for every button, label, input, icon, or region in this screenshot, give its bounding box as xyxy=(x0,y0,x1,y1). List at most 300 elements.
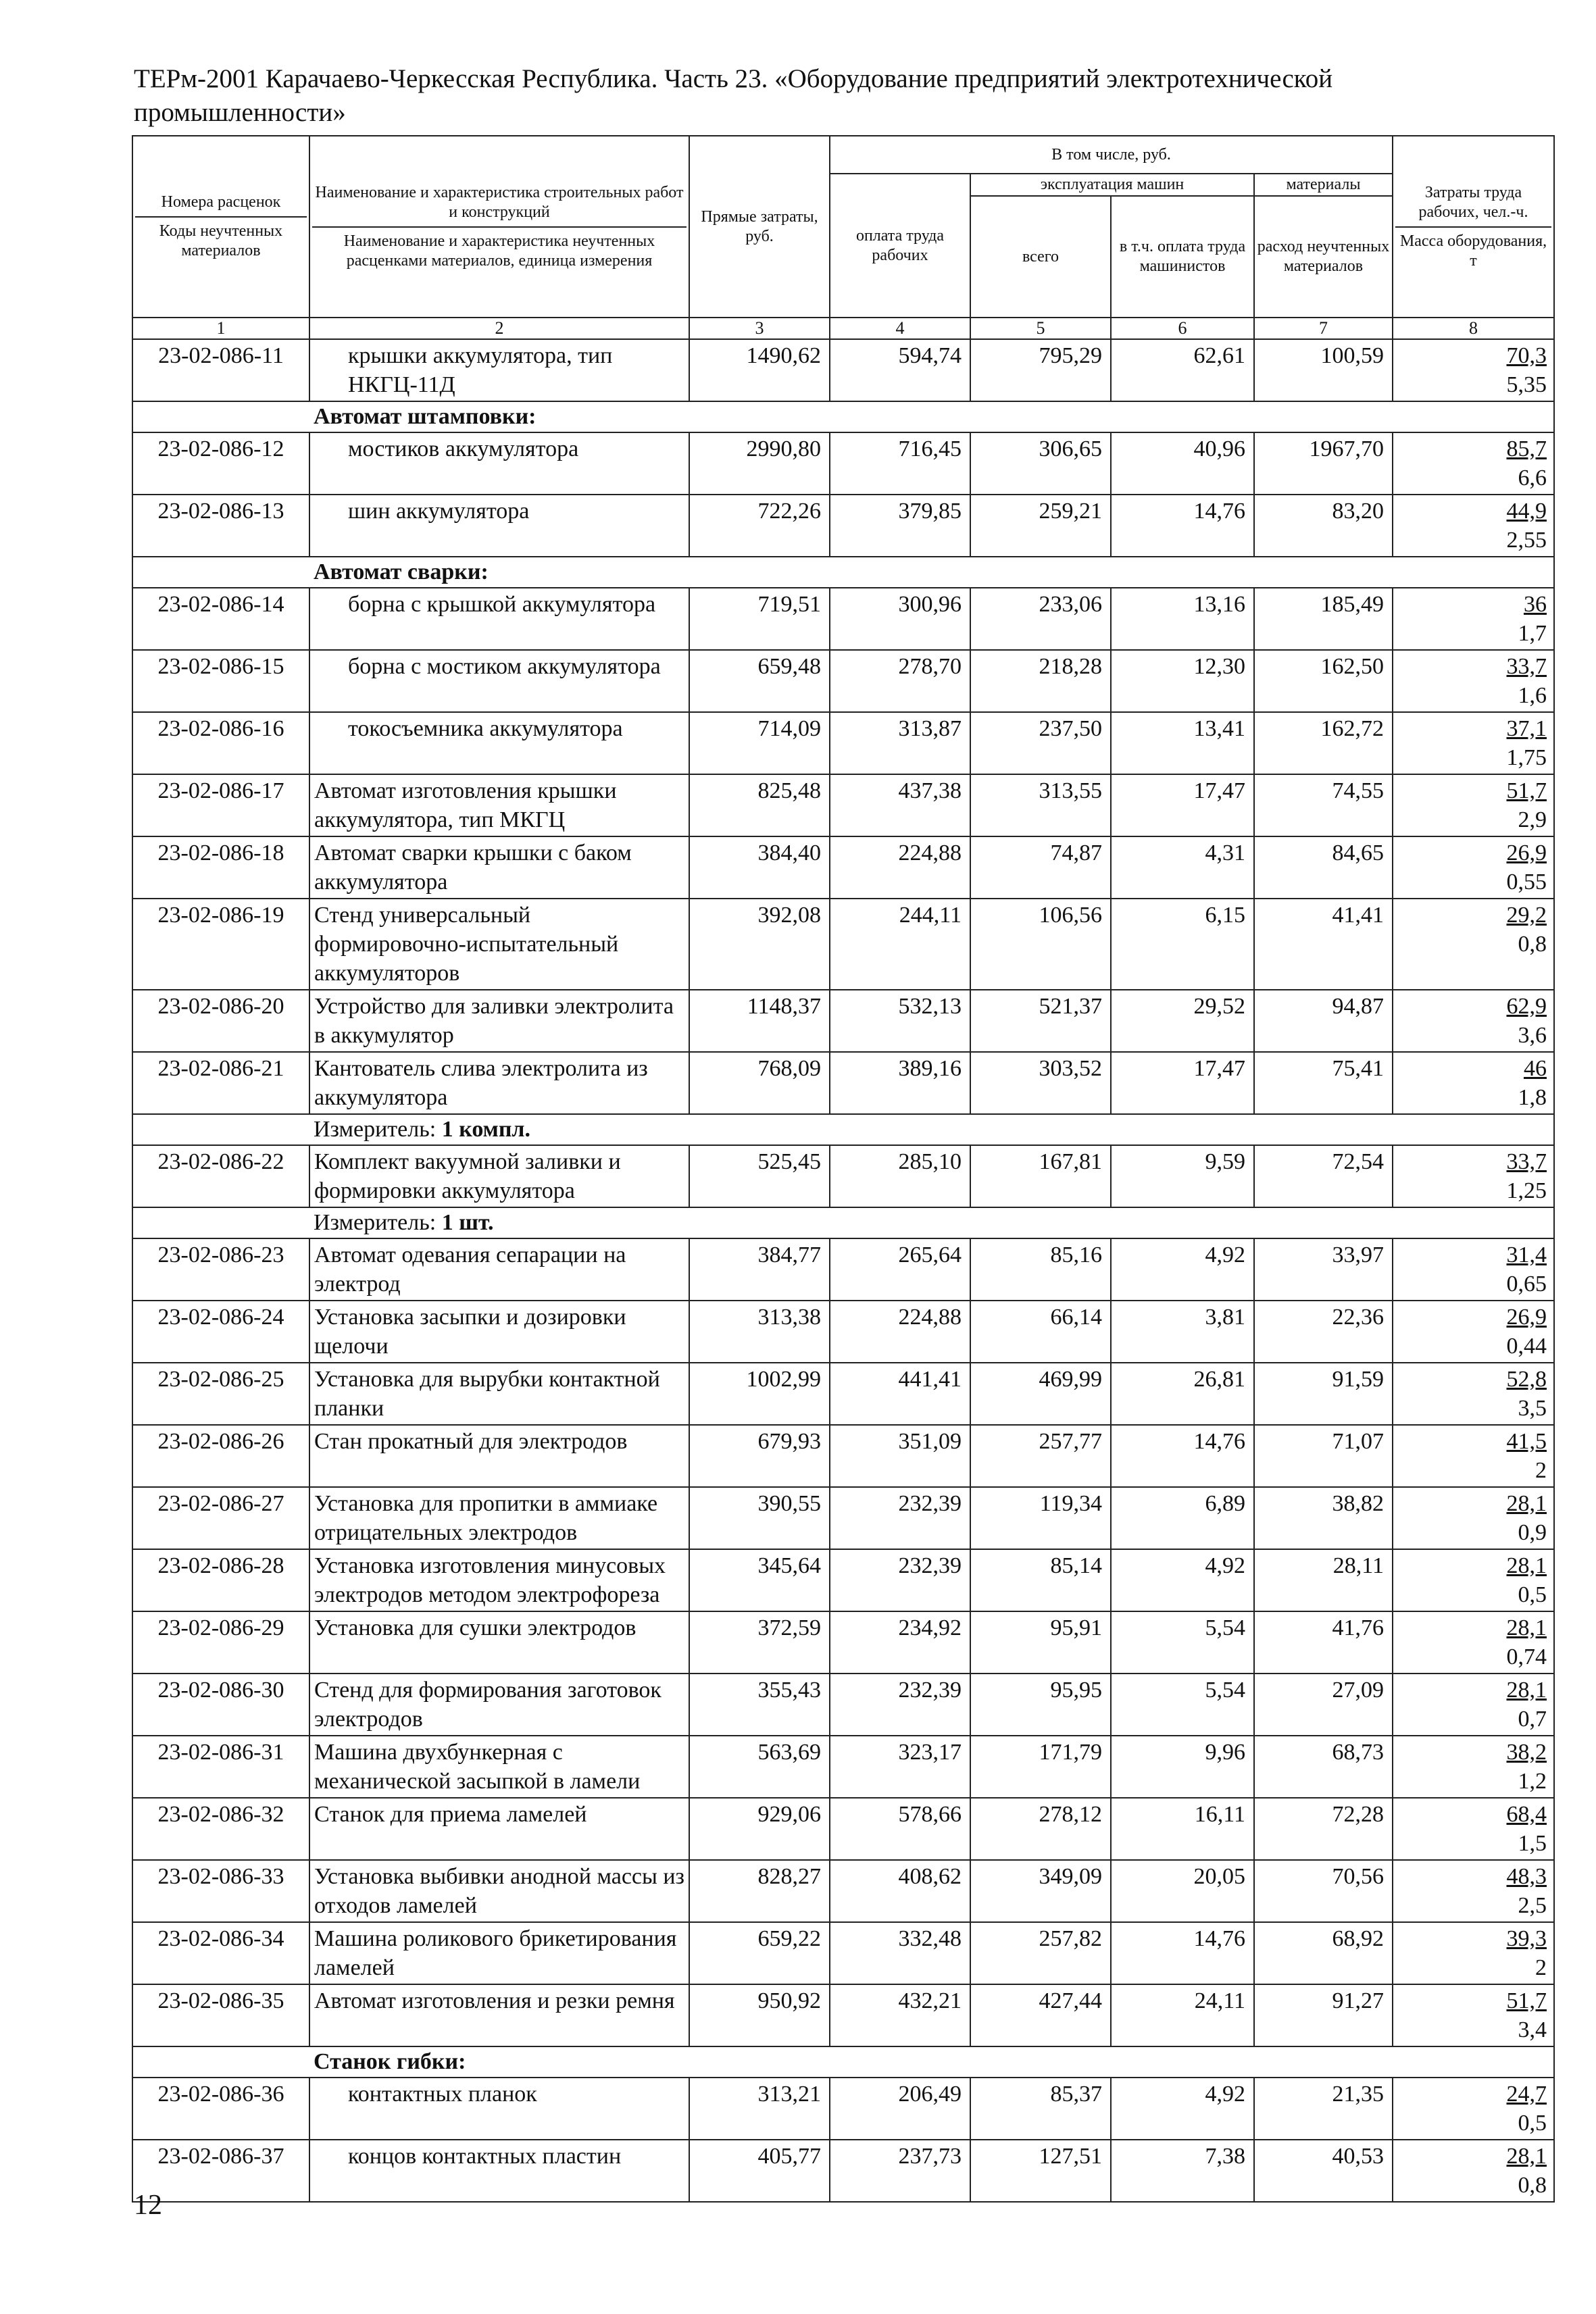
table-row xyxy=(132,1549,1554,1611)
header-col2-bottom: Наименование и характеристика неучтенных расценками материалов, единица измерения xyxy=(343,232,655,270)
worker-wages: 578,66 xyxy=(830,1798,970,1860)
equipment-mass: 3,6 xyxy=(1518,1023,1547,1048)
machine-costs: 106,56 xyxy=(970,899,1111,990)
materials-cost: 27,09 xyxy=(1254,1674,1393,1736)
labor-and-mass xyxy=(1393,1301,1554,1363)
header-exploitation: эксплуатация машин xyxy=(970,174,1254,196)
direct-costs: 345,64 xyxy=(689,1549,830,1611)
measure-value: 1 шт. xyxy=(441,1210,494,1235)
rate-code: 23-02-086-18 xyxy=(132,836,309,899)
labor-hours: 70,3 xyxy=(1506,343,1547,368)
labor-hours: 51,7 xyxy=(1506,1988,1547,2013)
work-name: Автомат изготовления крышки аккумулятора, тип МКГЦ xyxy=(309,774,689,836)
rate-code: 23-02-086-36 xyxy=(132,2078,309,2140)
labor-hours: 26,9 xyxy=(1506,1305,1547,1330)
worker-wages: 224,88 xyxy=(830,1301,970,1363)
labor-and-mass xyxy=(1393,1238,1554,1301)
equipment-mass: 0,5 xyxy=(1518,1582,1547,1607)
direct-costs: 384,40 xyxy=(689,836,830,899)
machine-costs: 306,65 xyxy=(970,432,1111,495)
machine-costs: 85,16 xyxy=(970,1238,1111,1301)
work-name: Станок для приема ламелей xyxy=(309,1798,689,1860)
table-row xyxy=(132,1860,1554,1922)
header-col8-bottom: Масса оборудования, т xyxy=(1399,232,1547,270)
materials-cost: 72,28 xyxy=(1254,1798,1393,1860)
col-number-8: 8 xyxy=(1393,318,1554,339)
direct-costs: 313,38 xyxy=(689,1301,830,1363)
labor-hours: 46 xyxy=(1524,1056,1547,1081)
direct-costs: 372,59 xyxy=(689,1611,830,1674)
worker-wages: 237,73 xyxy=(830,2140,970,2202)
worker-wages: 716,45 xyxy=(830,432,970,495)
table-row xyxy=(132,588,1554,650)
direct-costs: 659,48 xyxy=(689,650,830,712)
work-name: Автомат сварки крышки с баком аккумулятора xyxy=(309,836,689,899)
table-row xyxy=(132,1611,1554,1674)
equipment-mass: 0,55 xyxy=(1506,870,1547,895)
direct-costs: 679,93 xyxy=(689,1425,830,1487)
col-number-3: 3 xyxy=(689,318,830,339)
work-name: крышки аккумулятора, тип НКГЦ-11Д xyxy=(309,339,689,401)
labor-hours: 31,4 xyxy=(1506,1242,1547,1267)
labor-and-mass xyxy=(1393,2078,1554,2140)
machine-costs: 85,37 xyxy=(970,2078,1111,2140)
labor-and-mass xyxy=(1393,990,1554,1052)
worker-wages: 594,74 xyxy=(830,339,970,401)
rate-code: 23-02-086-26 xyxy=(132,1425,309,1487)
labor-hours: 52,8 xyxy=(1506,1367,1547,1392)
labor-hours: 41,5 xyxy=(1506,1429,1547,1454)
operator-wages: 16,11 xyxy=(1111,1798,1254,1860)
labor-and-mass xyxy=(1393,495,1554,557)
header-col3: Прямые затраты, руб. xyxy=(689,136,830,318)
rate-code: 23-02-086-19 xyxy=(132,899,309,990)
table-header xyxy=(132,136,1554,339)
table-row xyxy=(132,1487,1554,1549)
table-row xyxy=(132,2078,1554,2140)
direct-costs: 719,51 xyxy=(689,588,830,650)
operator-wages: 13,41 xyxy=(1111,712,1254,774)
labor-and-mass xyxy=(1393,432,1554,495)
operator-wages: 4,92 xyxy=(1111,1549,1254,1611)
labor-and-mass xyxy=(1393,588,1554,650)
worker-wages: 332,48 xyxy=(830,1922,970,1984)
equipment-mass: 0,5 xyxy=(1518,2111,1547,2136)
labor-and-mass xyxy=(1393,1052,1554,1114)
labor-hours: 28,1 xyxy=(1506,1615,1547,1640)
equipment-mass: 3,4 xyxy=(1518,2017,1547,2042)
header-col1-top: Номера расценок xyxy=(135,193,307,218)
col-number-1: 1 xyxy=(132,318,309,339)
section-title: Станок гибки: xyxy=(309,2046,1554,2078)
direct-costs: 1490,62 xyxy=(689,339,830,401)
labor-hours: 37,1 xyxy=(1506,716,1547,741)
work-name: Стан прокатный для электродов xyxy=(309,1425,689,1487)
direct-costs: 313,21 xyxy=(689,2078,830,2140)
measure-row xyxy=(132,1207,1554,1238)
worker-wages: 313,87 xyxy=(830,712,970,774)
labor-hours: 48,3 xyxy=(1506,1864,1547,1889)
measure-spacer xyxy=(132,1207,309,1238)
equipment-mass: 1,8 xyxy=(1518,1085,1547,1110)
operator-wages: 14,76 xyxy=(1111,1922,1254,1984)
work-name: Устройство для заливки электролита в аккумулятор xyxy=(309,990,689,1052)
machine-costs: 171,79 xyxy=(970,1736,1111,1798)
header-col6: в т.ч. оплата труда машинистов xyxy=(1111,196,1254,318)
worker-wages: 408,62 xyxy=(830,1860,970,1922)
rate-code: 23-02-086-24 xyxy=(132,1301,309,1363)
worker-wages: 351,09 xyxy=(830,1425,970,1487)
operator-wages: 62,61 xyxy=(1111,339,1254,401)
table-row xyxy=(132,1736,1554,1798)
work-name: Автомат изготовления и резки ремня xyxy=(309,1984,689,2046)
table-row xyxy=(132,1052,1554,1114)
labor-and-mass xyxy=(1393,1611,1554,1674)
header-col1-bottom: Коды неучтенных материалов xyxy=(159,222,283,259)
work-name: Установка для вырубки контактной планки xyxy=(309,1363,689,1425)
equipment-mass: 0,65 xyxy=(1506,1272,1547,1297)
labor-hours: 28,1 xyxy=(1506,1678,1547,1703)
col-number-5: 5 xyxy=(970,318,1111,339)
machine-costs: 85,14 xyxy=(970,1549,1111,1611)
rate-code: 23-02-086-16 xyxy=(132,712,309,774)
materials-cost: 162,50 xyxy=(1254,650,1393,712)
rate-code: 23-02-086-12 xyxy=(132,432,309,495)
table-row xyxy=(132,899,1554,990)
table-row xyxy=(132,2140,1554,2202)
rate-code: 23-02-086-20 xyxy=(132,990,309,1052)
header-col5: всего xyxy=(970,196,1111,318)
work-name: Установка для пропитки в аммиаке отрицательных электродов xyxy=(309,1487,689,1549)
section-spacer xyxy=(132,2046,309,2078)
operator-wages: 20,05 xyxy=(1111,1860,1254,1922)
table-row xyxy=(132,1301,1554,1363)
rate-code: 23-02-086-14 xyxy=(132,588,309,650)
measure-row xyxy=(132,1114,1554,1145)
machine-costs: 66,14 xyxy=(970,1301,1111,1363)
rate-code: 23-02-086-17 xyxy=(132,774,309,836)
worker-wages: 323,17 xyxy=(830,1736,970,1798)
rate-code: 23-02-086-34 xyxy=(132,1922,309,1984)
worker-wages: 389,16 xyxy=(830,1052,970,1114)
machine-costs: 303,52 xyxy=(970,1052,1111,1114)
direct-costs: 384,77 xyxy=(689,1238,830,1301)
work-name: Установка для сушки электродов xyxy=(309,1611,689,1674)
table-row xyxy=(132,1674,1554,1736)
worker-wages: 265,64 xyxy=(830,1238,970,1301)
rate-code: 23-02-086-13 xyxy=(132,495,309,557)
labor-hours: 62,9 xyxy=(1506,994,1547,1019)
header-materials: материалы xyxy=(1254,174,1393,196)
labor-hours: 29,2 xyxy=(1506,903,1547,928)
operator-wages: 9,59 xyxy=(1111,1145,1254,1207)
labor-hours: 26,9 xyxy=(1506,840,1547,865)
table-row xyxy=(132,1922,1554,1984)
materials-cost: 41,41 xyxy=(1254,899,1393,990)
worker-wages: 232,39 xyxy=(830,1674,970,1736)
equipment-mass: 0,9 xyxy=(1518,1520,1547,1545)
labor-hours: 24,7 xyxy=(1506,2082,1547,2107)
operator-wages: 5,54 xyxy=(1111,1674,1254,1736)
direct-costs: 355,43 xyxy=(689,1674,830,1736)
operator-wages: 12,30 xyxy=(1111,650,1254,712)
labor-hours: 28,1 xyxy=(1506,2144,1547,2169)
header-col2 xyxy=(309,136,689,318)
equipment-mass: 0,8 xyxy=(1518,2173,1547,2198)
materials-cost: 71,07 xyxy=(1254,1425,1393,1487)
materials-cost: 91,27 xyxy=(1254,1984,1393,2046)
labor-and-mass xyxy=(1393,339,1554,401)
worker-wages: 379,85 xyxy=(830,495,970,557)
machine-costs: 469,99 xyxy=(970,1363,1111,1425)
direct-costs: 825,48 xyxy=(689,774,830,836)
direct-costs: 768,09 xyxy=(689,1052,830,1114)
section-title: Автомат штамповки: xyxy=(309,401,1554,432)
labor-and-mass xyxy=(1393,1922,1554,1984)
equipment-mass: 2 xyxy=(1535,1458,1547,1483)
equipment-mass: 0,7 xyxy=(1518,1707,1547,1732)
direct-costs: 659,22 xyxy=(689,1922,830,1984)
header-col8 xyxy=(1393,136,1554,318)
work-name: Автомат одевания сепарации на электрод xyxy=(309,1238,689,1301)
worker-wages: 300,96 xyxy=(830,588,970,650)
rate-code: 23-02-086-33 xyxy=(132,1860,309,1922)
work-name: мостиков аккумулятора xyxy=(309,432,689,495)
work-name: Машина роликового брикетирования ламелей xyxy=(309,1922,689,1984)
labor-and-mass xyxy=(1393,1798,1554,1860)
labor-hours: 36 xyxy=(1524,592,1547,617)
header-col7: расход неучтенных материалов xyxy=(1254,196,1393,318)
materials-cost: 41,76 xyxy=(1254,1611,1393,1674)
equipment-mass: 2,9 xyxy=(1518,807,1547,832)
machine-costs: 127,51 xyxy=(970,2140,1111,2202)
labor-and-mass xyxy=(1393,1363,1554,1425)
operator-wages: 26,81 xyxy=(1111,1363,1254,1425)
machine-costs: 167,81 xyxy=(970,1145,1111,1207)
materials-cost: 162,72 xyxy=(1254,712,1393,774)
operator-wages: 4,92 xyxy=(1111,2078,1254,2140)
materials-cost: 28,11 xyxy=(1254,1549,1393,1611)
labor-hours: 68,4 xyxy=(1506,1802,1547,1827)
title-line-1: ТЕРм-2001 Карачаево-Черкесская Республика. Часть 23. «Оборудование предприятий электротехнической xyxy=(134,64,1333,93)
work-name: Стенд универсальный формировочно-испытательный аккумуляторов xyxy=(309,899,689,990)
materials-cost: 75,41 xyxy=(1254,1052,1393,1114)
operator-wages: 9,96 xyxy=(1111,1736,1254,1798)
table-row xyxy=(132,432,1554,495)
rate-code: 23-02-086-28 xyxy=(132,1549,309,1611)
rate-code: 23-02-086-37 xyxy=(132,2140,309,2202)
worker-wages: 232,39 xyxy=(830,1549,970,1611)
worker-wages: 244,11 xyxy=(830,899,970,990)
materials-cost: 74,55 xyxy=(1254,774,1393,836)
labor-and-mass xyxy=(1393,2140,1554,2202)
direct-costs: 525,45 xyxy=(689,1145,830,1207)
materials-cost: 70,56 xyxy=(1254,1860,1393,1922)
labor-and-mass xyxy=(1393,1145,1554,1207)
operator-wages: 6,15 xyxy=(1111,899,1254,990)
rates-table xyxy=(132,135,1555,2203)
table-row xyxy=(132,712,1554,774)
labor-and-mass xyxy=(1393,1549,1554,1611)
equipment-mass: 2,55 xyxy=(1506,528,1547,553)
labor-and-mass xyxy=(1393,1984,1554,2046)
machine-costs: 521,37 xyxy=(970,990,1111,1052)
labor-hours: 51,7 xyxy=(1506,778,1547,803)
operator-wages: 14,76 xyxy=(1111,1425,1254,1487)
work-name: Стенд для формирования заготовок электродов xyxy=(309,1674,689,1736)
operator-wages: 7,38 xyxy=(1111,2140,1254,2202)
labor-and-mass xyxy=(1393,774,1554,836)
labor-and-mass xyxy=(1393,836,1554,899)
work-name: борна с крышкой аккумулятора xyxy=(309,588,689,650)
direct-costs: 950,92 xyxy=(689,1984,830,2046)
machine-costs: 237,50 xyxy=(970,712,1111,774)
rate-code: 23-02-086-29 xyxy=(132,1611,309,1674)
table-row xyxy=(132,1798,1554,1860)
materials-cost: 94,87 xyxy=(1254,990,1393,1052)
direct-costs: 405,77 xyxy=(689,2140,830,2202)
equipment-mass: 1,7 xyxy=(1518,621,1547,646)
measure-prefix: Измеритель: xyxy=(314,1210,442,1235)
machine-costs: 349,09 xyxy=(970,1860,1111,1922)
labor-hours: 85,7 xyxy=(1506,436,1547,461)
rate-code: 23-02-086-35 xyxy=(132,1984,309,2046)
rate-code: 23-02-086-21 xyxy=(132,1052,309,1114)
equipment-mass: 0,8 xyxy=(1518,932,1547,957)
materials-cost: 68,73 xyxy=(1254,1736,1393,1798)
equipment-mass: 6,6 xyxy=(1518,466,1547,491)
direct-costs: 392,08 xyxy=(689,899,830,990)
table-body xyxy=(132,339,1554,2202)
operator-wages: 17,47 xyxy=(1111,1052,1254,1114)
labor-and-mass xyxy=(1393,1674,1554,1736)
work-name: Установка засыпки и дозировки щелочи xyxy=(309,1301,689,1363)
operator-wages: 13,16 xyxy=(1111,588,1254,650)
equipment-mass: 5,35 xyxy=(1506,372,1547,397)
operator-wages: 5,54 xyxy=(1111,1611,1254,1674)
equipment-mass: 1,2 xyxy=(1518,1769,1547,1794)
worker-wages: 532,13 xyxy=(830,990,970,1052)
labor-and-mass xyxy=(1393,899,1554,990)
header-col8-top: Затраты труда рабочих, чел.-ч. xyxy=(1395,183,1551,228)
rate-code: 23-02-086-31 xyxy=(132,1736,309,1798)
rate-code: 23-02-086-32 xyxy=(132,1798,309,1860)
equipment-mass: 0,74 xyxy=(1506,1644,1547,1669)
work-name: контактных планок xyxy=(309,2078,689,2140)
header-including: В том числе, руб. xyxy=(830,136,1393,174)
machine-costs: 119,34 xyxy=(970,1487,1111,1549)
direct-costs: 722,26 xyxy=(689,495,830,557)
section-spacer xyxy=(132,557,309,588)
materials-cost: 72,54 xyxy=(1254,1145,1393,1207)
col-number-7: 7 xyxy=(1254,318,1393,339)
materials-cost: 38,82 xyxy=(1254,1487,1393,1549)
operator-wages: 6,89 xyxy=(1111,1487,1254,1549)
work-name: Установка выбивки анодной массы из отходов ламелей xyxy=(309,1860,689,1922)
rate-code: 23-02-086-30 xyxy=(132,1674,309,1736)
machine-costs: 95,95 xyxy=(970,1674,1111,1736)
materials-cost: 1967,70 xyxy=(1254,432,1393,495)
operator-wages: 24,11 xyxy=(1111,1984,1254,2046)
measure-unit xyxy=(309,1114,1554,1145)
materials-cost: 40,53 xyxy=(1254,2140,1393,2202)
table-row xyxy=(132,1425,1554,1487)
work-name: Установка изготовления минусовых электродов методом электрофореза xyxy=(309,1549,689,1611)
equipment-mass: 2,5 xyxy=(1518,1893,1547,1918)
measure-prefix: Измеритель: xyxy=(314,1117,442,1142)
direct-costs: 714,09 xyxy=(689,712,830,774)
labor-and-mass xyxy=(1393,712,1554,774)
materials-cost: 83,20 xyxy=(1254,495,1393,557)
table-row xyxy=(132,1238,1554,1301)
machine-costs: 259,21 xyxy=(970,495,1111,557)
labor-and-mass xyxy=(1393,650,1554,712)
document-title xyxy=(134,62,1492,130)
worker-wages: 234,92 xyxy=(830,1611,970,1674)
materials-cost: 91,59 xyxy=(1254,1363,1393,1425)
work-name: Кантователь слива электролита из аккумулятора xyxy=(309,1052,689,1114)
materials-cost: 84,65 xyxy=(1254,836,1393,899)
operator-wages: 4,31 xyxy=(1111,836,1254,899)
equipment-mass: 0,44 xyxy=(1506,1334,1547,1359)
equipment-mass: 2 xyxy=(1535,1955,1547,1980)
operator-wages: 4,92 xyxy=(1111,1238,1254,1301)
worker-wages: 432,21 xyxy=(830,1984,970,2046)
machine-costs: 233,06 xyxy=(970,588,1111,650)
direct-costs: 929,06 xyxy=(689,1798,830,1860)
section-title: Автомат сварки: xyxy=(309,557,1554,588)
machine-costs: 278,12 xyxy=(970,1798,1111,1860)
col-number-6: 6 xyxy=(1111,318,1254,339)
direct-costs: 2990,80 xyxy=(689,432,830,495)
operator-wages: 3,81 xyxy=(1111,1301,1254,1363)
col-number-2: 2 xyxy=(309,318,689,339)
equipment-mass: 1,25 xyxy=(1506,1178,1547,1203)
work-name: шин аккумулятора xyxy=(309,495,689,557)
worker-wages: 232,39 xyxy=(830,1487,970,1549)
machine-costs: 257,77 xyxy=(970,1425,1111,1487)
work-name: концов контактных пластин xyxy=(309,2140,689,2202)
machine-costs: 218,28 xyxy=(970,650,1111,712)
col-number-4: 4 xyxy=(830,318,970,339)
section-spacer xyxy=(132,401,309,432)
materials-cost: 21,35 xyxy=(1254,2078,1393,2140)
table-row xyxy=(132,339,1554,401)
worker-wages: 206,49 xyxy=(830,2078,970,2140)
equipment-mass: 1,75 xyxy=(1506,745,1547,770)
operator-wages: 14,76 xyxy=(1111,495,1254,557)
machine-costs: 427,44 xyxy=(970,1984,1111,2046)
direct-costs: 1002,99 xyxy=(689,1363,830,1425)
table-row xyxy=(132,650,1554,712)
machine-costs: 313,55 xyxy=(970,774,1111,836)
section-row xyxy=(132,2046,1554,2078)
table-row xyxy=(132,774,1554,836)
labor-hours: 39,3 xyxy=(1506,1926,1547,1951)
measure-spacer xyxy=(132,1114,309,1145)
table-row xyxy=(132,836,1554,899)
rate-code: 23-02-086-22 xyxy=(132,1145,309,1207)
worker-wages: 278,70 xyxy=(830,650,970,712)
worker-wages: 224,88 xyxy=(830,836,970,899)
header-col1 xyxy=(132,136,309,318)
labor-hours: 28,1 xyxy=(1506,1553,1547,1578)
labor-and-mass xyxy=(1393,1425,1554,1487)
labor-hours: 28,1 xyxy=(1506,1491,1547,1516)
labor-and-mass xyxy=(1393,1860,1554,1922)
materials-cost: 185,49 xyxy=(1254,588,1393,650)
direct-costs: 828,27 xyxy=(689,1860,830,1922)
